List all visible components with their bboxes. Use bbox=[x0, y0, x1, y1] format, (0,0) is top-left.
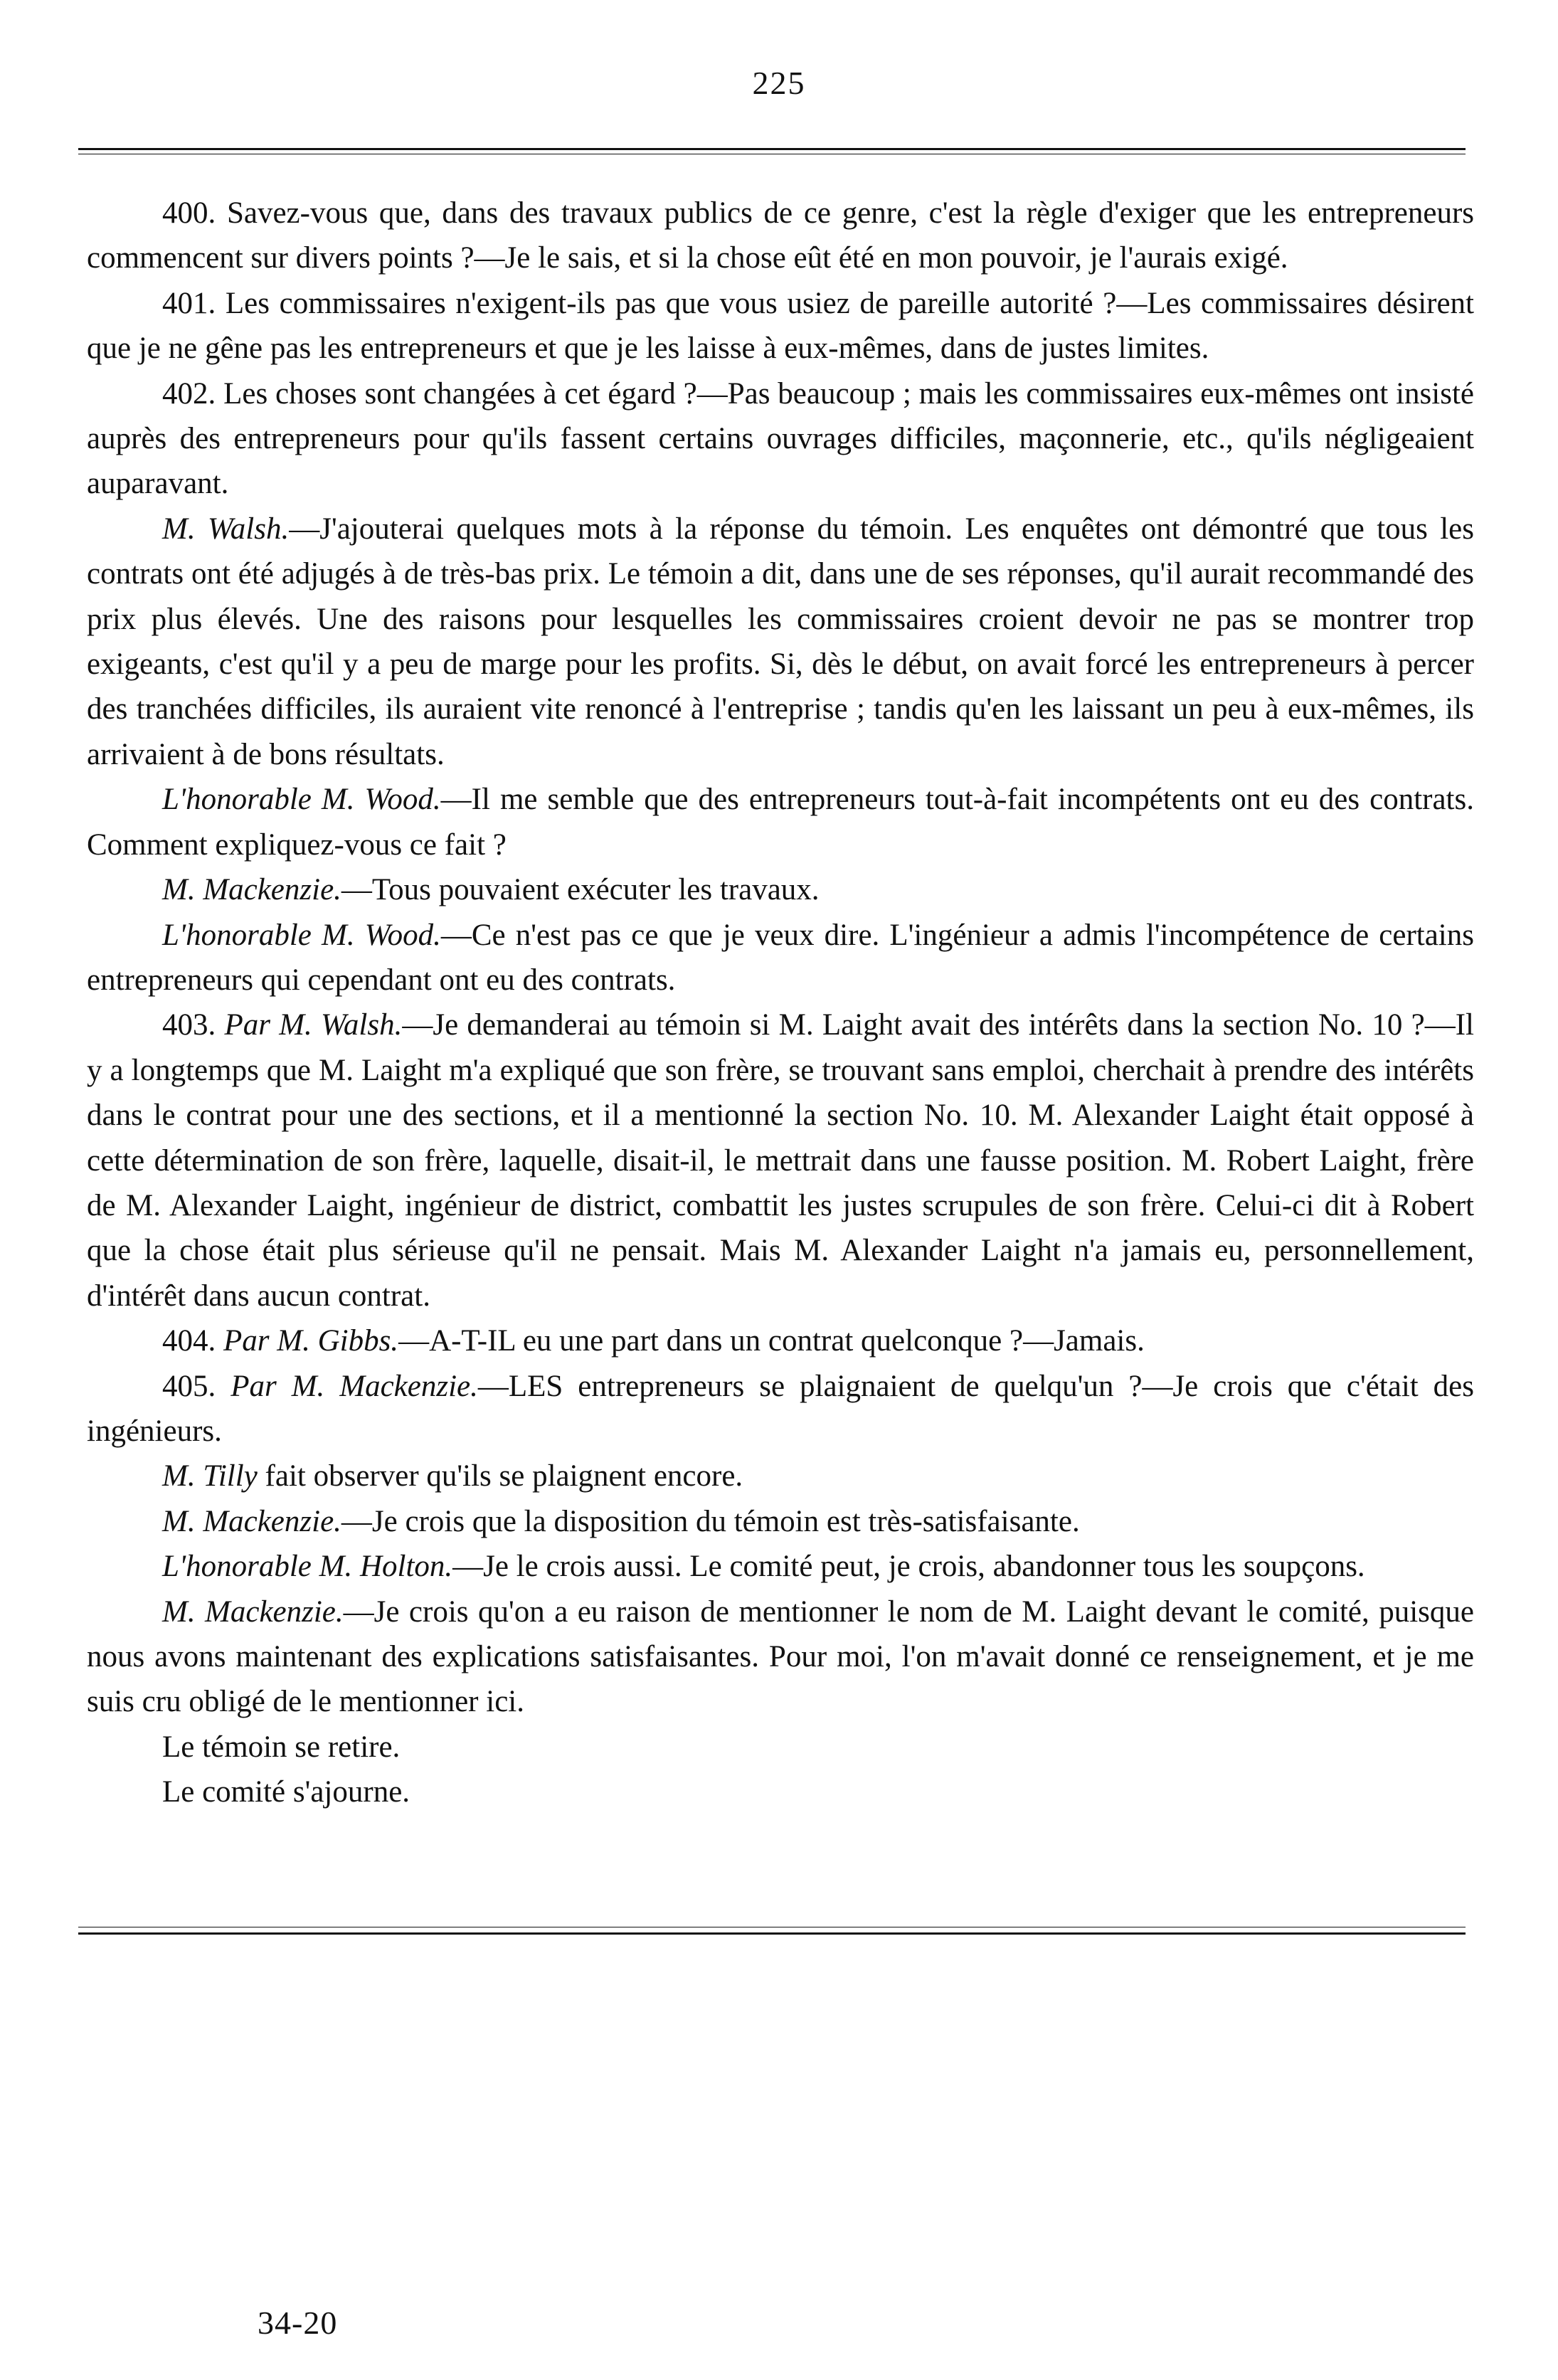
speaker-name: Par M. Walsh. bbox=[224, 1008, 403, 1042]
speaker-name: L'honorable M. Holton. bbox=[162, 1550, 453, 1584]
paragraph bbox=[87, 1499, 1474, 1544]
speaker-name: L'honorable M. Wood. bbox=[162, 918, 441, 952]
speaker-name: Par M. Gibbs. bbox=[223, 1324, 399, 1358]
paragraph-text: 402. Les choses sont changées à cet égard ?—Pas beaucoup ; mais les commissaires eux-mêmes ont insisté auprès des entrepreneurs pour qu'ils fassent certains ouvrages difficiles, maçonnerie, etc., qu'ils négligeaient auparavant. bbox=[87, 376, 1474, 501]
question-number: 403. bbox=[162, 1008, 225, 1042]
paragraph-text: —A-T-IL eu une part dans un contrat quelconque ?—Jamais. bbox=[398, 1324, 1145, 1358]
paragraph bbox=[87, 867, 1474, 912]
paragraph-text: —Tous pouvaient exécuter les travaux. bbox=[341, 873, 820, 907]
paragraph-text: —Je crois qu'on a eu raison de mentionner le nom de M. Laight devant le comité, puisque nous avons maintenant des explications satisfaisantes. Pour moi, l'on m'avait donné ce renseignement, et je me suis cru obligé de le mentionner ici. bbox=[87, 1594, 1474, 1719]
speaker-name: M. Tilly bbox=[162, 1459, 258, 1493]
speaker-name: M. Walsh. bbox=[162, 512, 290, 546]
paragraph-text: 400. Savez-vous que, dans des travaux publics de ce genre, c'est la règle d'exiger que les entrepreneurs commencent sur divers points ?—Je le sais, et si la chose eût été en mon pouvoir, je l'aurais exigé. bbox=[87, 196, 1474, 275]
paragraph-text: —Je crois que la disposition du témoin est très-satisfaisante. bbox=[341, 1504, 1080, 1538]
paragraph-text: —Je demanderai au témoin si M. Laight avait des intérêts dans la section No. 10 ?—Il y a longtemps que M. Laight m'a expliqué que son frère, se trouvant sans emploi, cherchait à prendre des intérêts dans le contrat pour une des sections, et il a mentionné la section No. 10. M. Alexander Laight était opposé à cette détermination de son frère, laquelle, disait-il, le mettrait dans une fausse position. M. Robert Laight, frère de M. Alexander Laight, ingénieur de district, combattit les justes scrupules de son frère. Celui-ci dit à Robert que la chose était plus sérieuse qu'il ne pensait. Mais M. Alexander Laight n'a jamais eu, personnellement, d'intérêt dans aucun contrat. bbox=[87, 1008, 1475, 1313]
document-body bbox=[87, 191, 1474, 1815]
paragraph bbox=[87, 191, 1474, 281]
speaker-name: L'honorable M. Wood. bbox=[162, 783, 441, 817]
paragraph-text: —Ce n'est pas ce que je veux dire. L'ingénieur a admis l'incompétence de certains entrepreneurs qui cependant ont eu des contrats. bbox=[87, 918, 1474, 997]
printer-signature: 34-20 bbox=[258, 2305, 338, 2341]
paragraph bbox=[87, 777, 1474, 867]
paragraph bbox=[87, 913, 1474, 1003]
speaker-name: M. Mackenzie. bbox=[162, 1594, 344, 1629]
closing-line: Le comité s'ajourne. bbox=[162, 1775, 410, 1809]
page-number: 225 bbox=[752, 65, 806, 101]
paragraph bbox=[87, 507, 1474, 777]
paragraph bbox=[87, 1454, 1474, 1498]
paragraph bbox=[87, 1590, 1474, 1725]
paragraph bbox=[87, 1003, 1474, 1318]
paragraph bbox=[87, 1544, 1474, 1589]
paragraph-text: —J'ajouterai quelques mots à la réponse du témoin. Les enquêtes ont démontré que tous les contrats ont été adjugés à de très-bas prix. Le témoin a dit, dans une de ses réponses, qu'il aurait recommandé des prix plus élevés. Une des raisons pour lesquelles les commissaires croient devoir ne pas se montrer trop exigeants, c'est qu'il y a peu de marge pour les profits. Si, dès le début, on avait forcé les entrepreneurs à percer des tranchées difficiles, ils auraient vite renoncé à l'entreprise ; tandis qu'en les laissant un peu à eux-mêmes, ils arrivaient à de bons résultats. bbox=[87, 512, 1475, 771]
paragraph-text: —LES entrepreneurs se plaignaient de quelqu'un ?—Je crois que c'était des ingénieurs. bbox=[87, 1369, 1475, 1448]
paragraph bbox=[87, 281, 1474, 371]
closing-line: Le témoin se retire. bbox=[162, 1730, 401, 1764]
paragraph-text: fait observer qu'ils se plaignent encore. bbox=[257, 1459, 743, 1493]
paragraph bbox=[87, 1364, 1474, 1454]
question-number: 405. bbox=[162, 1369, 231, 1403]
question-number: 404. bbox=[162, 1324, 223, 1358]
paragraph bbox=[87, 1318, 1474, 1363]
paragraph-text: 401. Les commissaires n'exigent-ils pas que vous usiez de pareille autorité ?—Les commissaires désirent que je ne gêne pas les entrepreneurs et que je les laisse à eux-mêmes, dans de justes limites. bbox=[87, 286, 1474, 366]
header-rule-thick bbox=[78, 148, 1466, 150]
speaker-name: M. Mackenzie. bbox=[162, 873, 341, 907]
paragraph-text: —Il me semble que des entrepreneurs tout-à-fait incompétents ont eu des contrats. Comment expliquez-vous ce fait ? bbox=[87, 783, 1474, 862]
paragraph bbox=[87, 371, 1474, 507]
paragraph-text: —Je le crois aussi. Le comité peut, je crois, abandonner tous les soupçons. bbox=[452, 1550, 1365, 1584]
speaker-name: M. Mackenzie. bbox=[162, 1504, 341, 1538]
footer-rule-thick bbox=[78, 1932, 1466, 1935]
speaker-name: Par M. Mackenzie. bbox=[230, 1369, 478, 1403]
